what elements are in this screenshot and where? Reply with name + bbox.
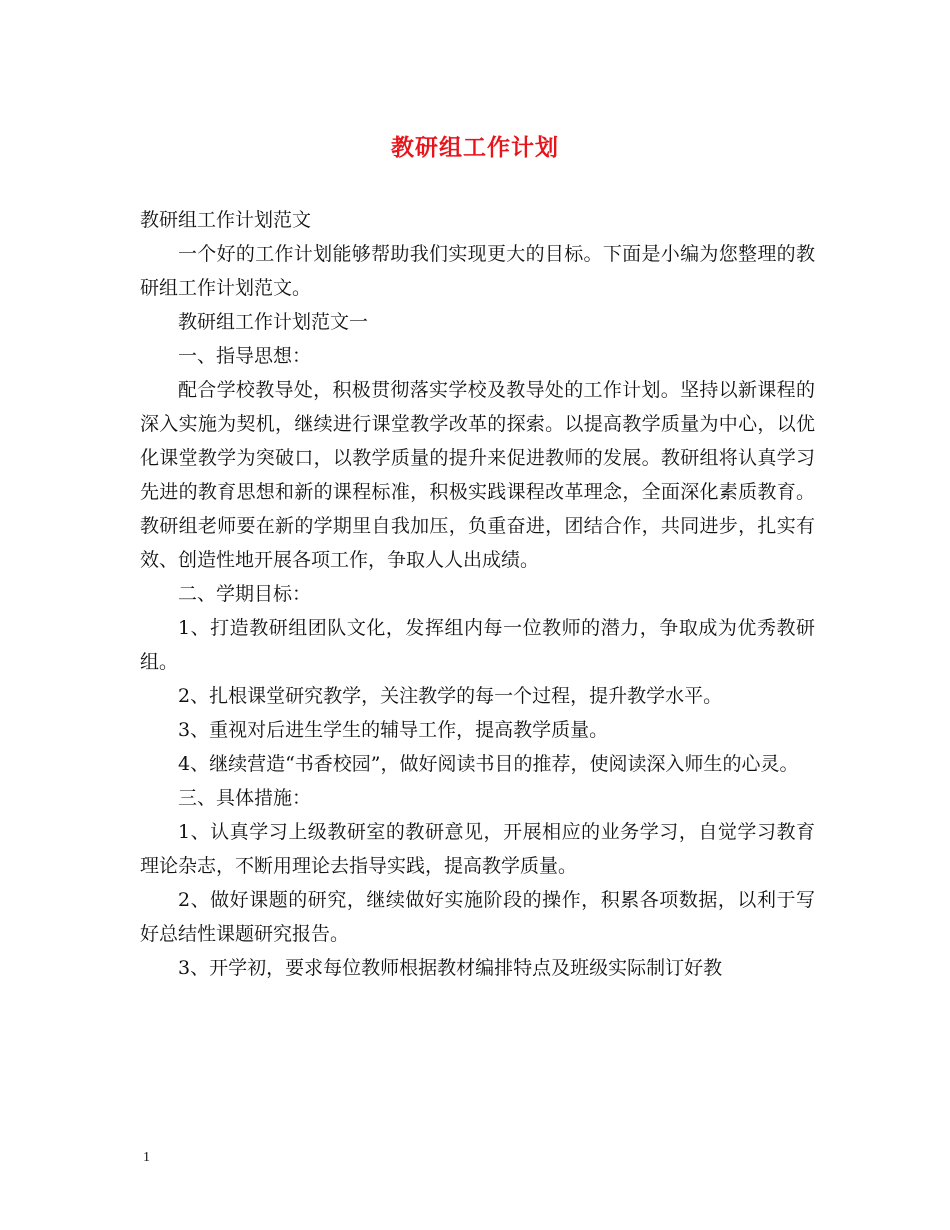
goal-item-4: 4、继续营造“书香校园”，做好阅读书目的推荐，使阅读深入师生的心灵。 <box>178 753 799 775</box>
goal-item-2: 2、扎根课堂研究教学，关注教学的每一个过程，提升教学水平。 <box>178 685 723 707</box>
intro-paragraph: 一个好的工作计划能够帮助我们实现更大的目标。下面是小编为您整理的教研组工作计划范文。 <box>140 243 815 299</box>
heading-specific-measures: 三、具体措施： <box>178 787 312 809</box>
measure-item-2: 2、做好课题的研究，继续做好实施阶段的操作，积累各项数据，以利于写好总结性课题研究报告。 <box>140 889 815 945</box>
document-title: 教研组工作计划 <box>391 134 559 161</box>
heading-semester-goals: 二、学期目标： <box>178 583 312 605</box>
goal-item-1: 1、打造教研组团队文化，发挥组内每一位教师的潜力，争取成为优秀教研组。 <box>140 617 815 673</box>
page-number: 1 <box>143 1150 150 1165</box>
measure-item-1: 1、认真学习上级教研室的教研意见，开展相应的业务学习，自觉学习教育理论杂志，不断用理论去指导实践，提高教学质量。 <box>140 821 815 877</box>
heading-guiding-thought: 一、指导思想： <box>178 345 312 367</box>
goal-item-3: 3、重视对后进生学生的辅导工作，提高教学质量。 <box>178 719 609 741</box>
measure-item-3: 3、开学初，要求每位教师根据教材编排特点及班级实际制订好教 <box>178 957 723 979</box>
section-title-paragraph: 教研组工作计划范文一 <box>178 311 369 333</box>
document-body <box>140 203 815 985</box>
guiding-thought-paragraph: 配合学校教导处，积极贯彻落实学校及教导处的工作计划。坚持以新课程的深入实施为契机，继续进行课堂教学改革的探索。以提高教学质量为中心，以优化课堂教学为突破口，以教学质量的提升来促进教师的发展。教研组将认真学习先进的教育思想和新的课程标准，积极实践课程改革理念，全面深化素质教育。教研组老师要在新的学期里自我加压，负重奋进，团结合作，共同进步，扎实有效、创造性地开展各项工作，争取人人出成绩。 <box>140 379 815 571</box>
subtitle-paragraph: 教研组工作计划范文 <box>140 209 312 231</box>
